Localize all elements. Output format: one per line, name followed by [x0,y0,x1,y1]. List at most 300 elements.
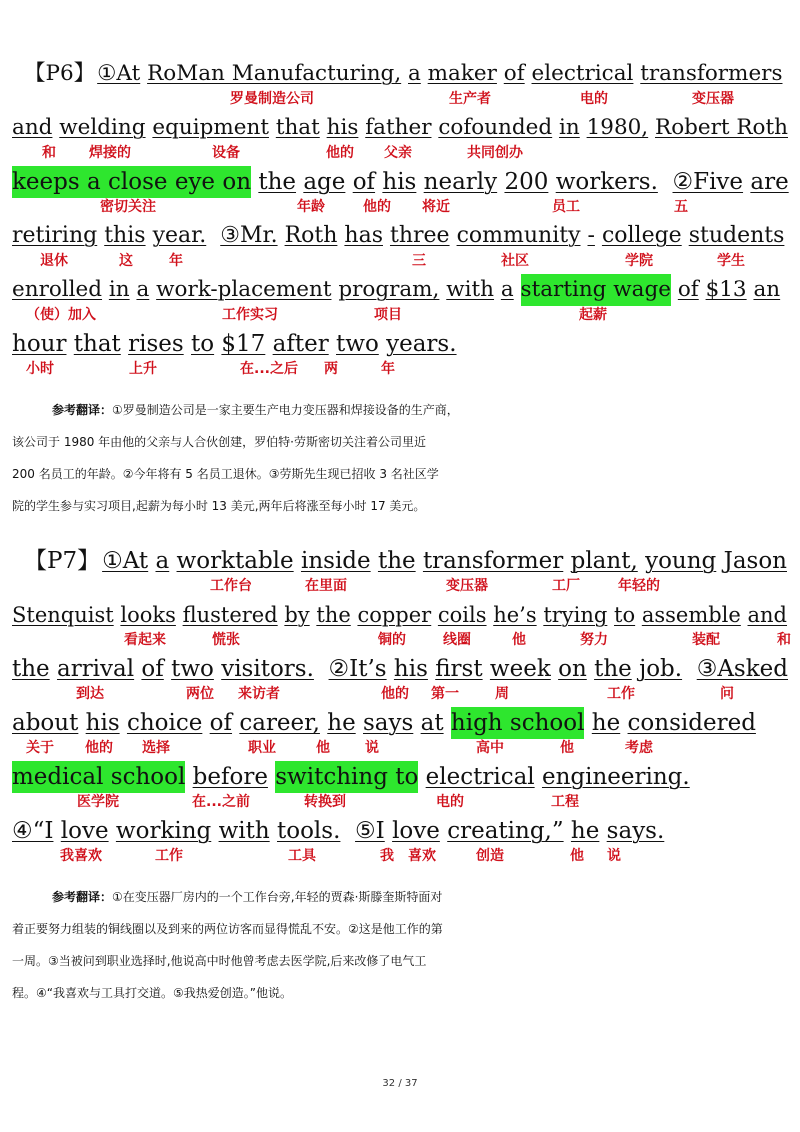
space [525,58,532,90]
space [358,112,365,144]
vocab-word: he [570,818,600,844]
chinese-gloss: 他 [316,740,330,756]
chinese-gloss: 密切关注 [100,199,156,215]
vocab-word: Robert Roth [655,115,788,140]
vocab-word: and [12,115,53,140]
space [310,599,317,631]
chinese-gloss: 工具 [288,848,316,864]
chinese-gloss: 他 [560,740,574,756]
vocab-word: that [275,115,320,140]
vocab-word: maker [427,61,497,86]
chinese-gloss: 和 [777,632,791,648]
space [632,653,639,685]
vocab-word: $13 [705,277,747,302]
space [638,545,645,577]
space [78,707,85,739]
chinese-gloss: 电的 [436,794,464,810]
vocab-word: of [209,710,233,736]
chinese-gloss: 在...之后 [240,361,298,377]
space [134,653,141,685]
chinese-gloss: 他 [570,848,584,864]
translation-text: 200 名员工的年龄。②今年将有 5 名员工退休。③劳斯先生现已招收 3 名社区学 [12,467,439,481]
chinese-gloss: 工厂 [552,578,580,594]
vocab-word: week [489,656,551,682]
chinese-gloss: 小时 [26,361,54,377]
vocab-word: on [558,656,587,682]
space [296,166,303,198]
vocab-word: college [601,223,682,248]
vocab-word: has [344,223,383,248]
space [418,761,425,793]
chinese-gloss: 装配 [692,632,720,648]
space [52,112,59,144]
vocab-word: workers. [555,169,658,195]
space [140,58,147,90]
vocab-word: assemble [641,603,741,627]
vocab-word: the [316,603,351,627]
chinese-gloss: 员工 [552,199,580,215]
vocab-word: he’s [493,603,537,627]
vocab-word: inside [300,548,371,574]
chinese-gloss: 他的 [85,740,113,756]
vocab-word: flustered [182,603,278,627]
vocab-word: first [435,656,483,682]
chinese-gloss: 两位 [186,686,214,702]
vocab-word: two [171,656,214,682]
chinese-gloss: 说 [607,848,621,864]
vocab-word: job. [639,656,683,682]
space [185,761,192,793]
vocab-word: after [272,331,329,357]
space [431,112,438,144]
space [265,328,272,360]
space [548,166,555,198]
translation-text: 着正要努力组装的铜线圈以及到来的两位访客而显得慌乱不安。②这是他工作的第 [12,922,443,936]
vocab-word: trying [543,603,608,627]
space [278,220,285,252]
chinese-gloss-line [12,739,792,761]
vocab-word: he [327,710,356,736]
vocab-word: working [115,818,212,844]
space [584,707,591,739]
space [552,112,559,144]
vocab-word: the [12,656,50,682]
space [232,707,239,739]
vocab-word: RoMan Manufacturing, [147,61,402,86]
chinese-gloss: 我 [380,848,394,864]
space [580,112,587,144]
chinese-gloss: 焊接的 [89,145,131,161]
vocab-word: visitors. [221,656,314,682]
chinese-gloss: 父亲 [384,145,412,161]
translation-label: 参考翻译： [52,403,113,417]
space [97,220,104,252]
space [537,599,544,631]
chinese-gloss: 他的 [381,686,409,702]
vocab-word: in [559,115,580,140]
vocab-word: his [382,169,417,195]
chinese-gloss: 起薪 [579,307,607,323]
space [121,328,128,360]
vocab-word: this [104,223,146,248]
space [120,707,127,739]
chinese-gloss: 看起来 [124,632,166,648]
chinese-gloss: 职业 [248,740,276,756]
highlighted-phrase: medical school [12,761,185,793]
chinese-gloss: 选择 [142,740,170,756]
chinese-gloss-line [12,360,792,382]
vocab-word: career, [239,710,320,736]
chinese-gloss-line [12,847,792,869]
vocab-word: an [753,277,781,302]
space [270,815,277,847]
chinese-gloss: 电的 [580,91,608,107]
space [494,274,501,306]
highlighted-phrase: keeps a close eye on [12,166,251,198]
chinese-gloss: 到达 [76,686,104,702]
space [431,599,438,631]
chinese-gloss: 转换到 [304,794,346,810]
space [320,112,327,144]
english-line [12,328,792,360]
vocab-word: electrical [425,764,535,790]
chinese-gloss: 退休 [40,253,68,269]
space [337,220,344,252]
chinese-gloss-line [12,252,792,274]
vocab-word: arrival [56,656,135,682]
space [148,545,155,577]
page-total: 37 [404,1078,418,1089]
vocab-word: community [456,223,581,248]
reference-translation [12,881,792,1009]
vocab-word: engineering. [541,764,690,790]
vocab-word: equipment [152,115,269,140]
vocab-word: to [614,603,636,627]
page-separator: / [398,1078,402,1089]
vocab-word: with [446,277,495,302]
chinese-gloss: 我喜欢 [60,848,102,864]
space [214,328,221,360]
space [682,653,697,685]
chinese-gloss: 五 [674,199,688,215]
vocab-word: his [85,710,120,736]
vocab-word: ①At [102,548,149,574]
space [383,220,390,252]
chinese-gloss: 社区 [501,253,529,269]
paragraph-p6 [12,58,792,522]
space [416,166,423,198]
vocab-word: choice [126,710,203,736]
chinese-gloss: 医学院 [77,794,119,810]
vocab-word: love [60,818,109,844]
translation-text: ①在变压器厂房内的一个工作台旁,年轻的贾森·斯滕奎斯特面对 [112,890,443,904]
vocab-word: work-placement [156,277,332,302]
chinese-gloss: 说 [365,740,379,756]
vocab-word: in [108,277,130,302]
space [340,815,355,847]
translation-text: ①罗曼制造公司是一家主要生产电力变压器和焊接设备的生产商， [112,403,459,417]
chinese-gloss: 上升 [129,361,157,377]
translation-text: 程。④“我喜欢与工具打交道。⑤我热爱创造。”他说。 [12,986,292,1000]
space [202,707,209,739]
chinese-gloss: 线圈 [443,632,471,648]
chinese-gloss: 生产者 [449,91,491,107]
chinese-gloss-line [12,685,792,707]
space [741,599,748,631]
vocab-word: $17 [221,331,266,357]
chinese-gloss: 在里面 [305,578,347,594]
space [551,653,558,685]
chinese-gloss: 三 [412,253,426,269]
vocab-word: of [503,61,525,86]
english-line [12,815,792,847]
space [146,220,153,252]
chinese-gloss-line [12,631,792,653]
chinese-gloss-line [12,144,792,166]
vocab-word: the [258,169,297,195]
space [607,599,614,631]
space [385,815,392,847]
space [130,274,137,306]
vocab-word: creating,” [447,818,564,844]
space [351,599,358,631]
vocab-word: says [363,710,414,736]
chinese-gloss: 喜欢 [408,848,436,864]
vocab-word: at [420,710,444,736]
chinese-gloss-line [12,306,792,328]
space [114,599,121,631]
vocab-word: and [747,603,788,627]
chinese-gloss-line [12,90,792,112]
chinese-gloss: 变压器 [692,91,734,107]
vocab-word: worktable [176,548,294,574]
space [371,545,378,577]
space [50,653,57,685]
vocab-word: a [136,277,150,302]
vocab-word: ②Five [672,169,744,195]
space [211,815,218,847]
vocab-word: cofounded [438,115,553,140]
space [620,707,627,739]
space [314,653,329,685]
space [413,707,420,739]
highlighted-phrase: high school [451,707,585,739]
space [699,274,706,306]
chinese-gloss: 他 [512,632,526,648]
vocab-word: rises [128,331,184,357]
vocab-word: of [677,277,699,302]
chinese-gloss: 工作台 [210,578,252,594]
space [102,274,109,306]
vocab-word: coils [437,603,487,627]
chinese-gloss: 学生 [717,253,745,269]
space [747,274,754,306]
space [331,274,338,306]
vocab-word: love [392,818,440,844]
space [356,707,363,739]
chinese-gloss: 第一 [431,686,459,702]
vocab-word: before [192,764,268,790]
vocab-word: ⑤I [355,818,385,844]
translation-label: 参考翻译： [52,890,113,904]
space [671,274,678,306]
vocab-word: copper [357,603,432,627]
space [440,815,447,847]
translation-text: 院的学生参与实习项目,起薪为每小时 13 美元,两年后将涨至每小时 17 美元。 [12,499,426,513]
chinese-gloss: 项目 [374,307,402,323]
vocab-word: Jason [723,548,787,574]
space [497,58,504,90]
chinese-gloss: 工程 [551,794,579,810]
chinese-gloss: 工作 [607,686,635,702]
vocab-word: ①At [97,61,141,86]
paragraph-tag: 【P7】 [24,548,101,574]
vocab-word: to [191,331,215,357]
reference-translation [12,394,792,522]
english-line [12,707,792,739]
space [658,166,673,198]
space [53,815,60,847]
chinese-gloss: 周 [495,686,509,702]
space [164,653,171,685]
space [109,815,116,847]
english-line [12,274,792,306]
vocab-word: by [284,603,310,627]
space [633,58,640,90]
space [483,653,490,685]
vocab-word: retiring [12,223,98,248]
space [444,707,451,739]
english-line [12,761,792,793]
space [269,112,276,144]
vocab-word: a [408,61,421,86]
space [379,328,386,360]
vocab-word: three [389,223,450,248]
space [206,220,220,252]
english-line [12,653,792,685]
vocab-word: a [500,277,514,302]
vocab-word: young [645,548,717,574]
english-line [12,545,792,577]
vocab-word: year. [152,223,207,248]
vocab-word: enrolled [12,277,103,302]
chinese-gloss: 高中 [476,740,504,756]
space [268,761,275,793]
vocab-word: transformers [640,61,783,86]
vocab-word: are [750,169,789,195]
vocab-word: ④“I [12,818,54,844]
vocab-word: of [141,656,164,682]
chinese-gloss: 和 [42,145,56,161]
space [595,220,602,252]
vocab-word: the [377,548,416,574]
space [421,58,428,90]
chinese-gloss: 将近 [422,199,450,215]
chinese-gloss: 创造 [476,848,504,864]
vocab-word: hour [12,331,67,357]
space [682,220,689,252]
chinese-gloss: 年 [169,253,183,269]
chinese-gloss: 年 [381,361,395,377]
vocab-word: says. [606,818,665,844]
space [743,166,750,198]
vocab-word: tools. [277,818,341,844]
vocab-word: 200 [504,169,549,195]
chinese-gloss: 在...之前 [192,794,250,810]
vocab-word: that [73,331,121,357]
chinese-gloss-line [12,198,792,220]
space [587,653,594,685]
vocab-word: ③Asked [696,656,789,682]
english-line [12,166,792,198]
chinese-gloss: 共同创办 [467,145,523,161]
chinese-gloss: 慌张 [212,632,240,648]
vocab-word: - [587,223,595,248]
space [345,166,352,198]
vocab-word: with [218,818,270,844]
space [599,815,606,847]
vocab-word: years. [386,331,457,357]
vocab-word: his [326,115,359,140]
vocab-word: program, [338,277,440,302]
space [294,545,301,577]
english-line [12,599,792,631]
chinese-gloss: 罗曼制造公司 [230,91,314,107]
chinese-gloss: 来访者 [238,686,280,702]
chinese-gloss: 工作 [155,848,183,864]
space [387,653,394,685]
chinese-gloss: 年轻的 [618,578,660,594]
page-number [0,1078,800,1089]
space [535,761,542,793]
english-line [12,220,792,252]
space [146,112,153,144]
vocab-word: considered [627,710,756,736]
vocab-word: Stenquist [12,603,114,627]
chinese-gloss: 两 [324,361,338,377]
vocab-word: of [352,169,376,195]
vocab-word: age [303,169,346,195]
chinese-gloss: 努力 [580,632,608,648]
space [635,599,642,631]
space [169,545,176,577]
vocab-word: 1980, [586,115,649,140]
chinese-gloss: 问 [720,686,734,702]
vocab-word: his [393,656,428,682]
space [176,599,183,631]
space [497,166,504,198]
vocab-word: a [155,548,170,574]
space [329,328,336,360]
chinese-gloss: 年龄 [297,199,325,215]
space [563,545,570,577]
space [487,599,494,631]
vocab-word: students [688,223,785,248]
space [416,545,423,577]
vocab-word: he [591,710,621,736]
english-line [12,58,792,90]
space [184,328,191,360]
chinese-gloss: 关于 [26,740,54,756]
space [401,58,408,90]
chinese-gloss: 学院 [625,253,653,269]
chinese-gloss-line [12,793,792,815]
vocab-word: welding [59,115,146,140]
vocab-word: transformer [422,548,564,574]
highlighted-phrase: switching to [275,761,418,793]
vocab-word: electrical [531,61,634,86]
english-line [12,112,792,144]
